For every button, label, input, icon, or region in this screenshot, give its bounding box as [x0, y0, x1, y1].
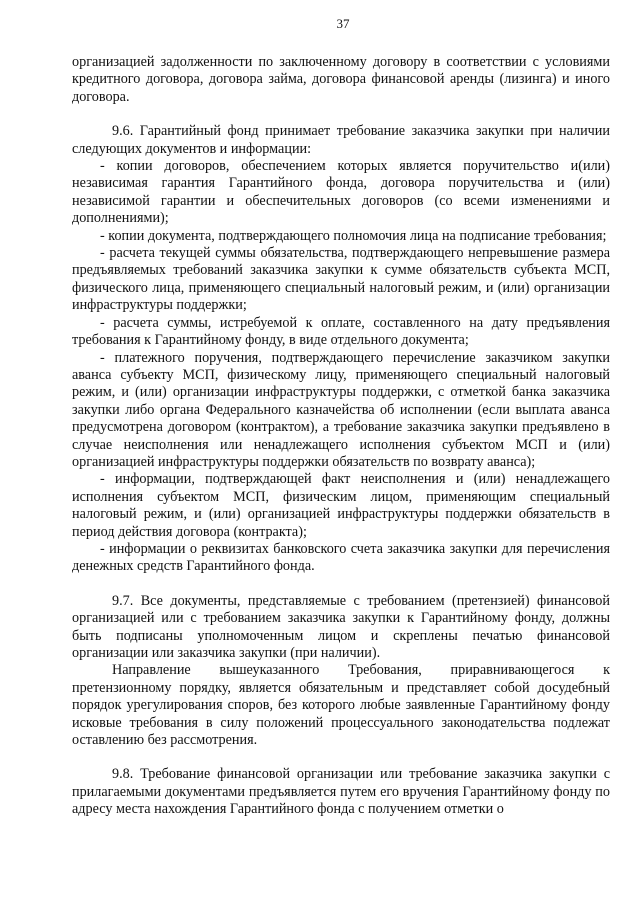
spacer [72, 106, 610, 123]
paragraph-9-8: 9.8. Требование финансовой организации или требование заказчика закупки с прилагаемыми документами предъявляется путем его вручения Гарантийному фонду по адресу места нахождения Гарантийного фонда с получением отметки о [72, 766, 610, 818]
spacer [72, 576, 610, 593]
list-item-bank-details: - информации о реквизитах банковского счета заказчика закупки для перечисления денежных средств Гарантийного фонда. [72, 540, 610, 575]
list-item-default-information: - информации, подтверждающей факт неисполнения и (или) ненадлежащего исполнения субъектом МСП, физическим лицом, применяющим специальный налоговый режим, и (или) организацией инфраструктуры поддержки обязательств в период действия договора (контракта); [72, 471, 610, 540]
page-number: 37 [336, 16, 350, 31]
list-item-payment-order: - платежного поручения, подтверждающего перечисление заказчиком закупки аванса субъекту МСП, физическому лицу, применяющего специальный налоговый режим, и (или) организации инфраструктуры поддержки, с отметкой банка заказчика закупки либо органа Федерального казначейства об исполнении (если выплата аванса предусмотрена договором (контрактом), а требование заказчика закупки предъявлено в случае неисполнения или ненадлежащего исполнения субъектом МСП и (или) организацией инфраструктуры поддержки обязательств по возврату аванса); [72, 349, 610, 470]
list-item-contract-copies: - копии договоров, обеспечением которых является поручительство и(или) независимая гарантия Гарантийного фонда, договора поручительства и (или) независимой гарантии и обеспечительных договоров (со всеми изменениями и дополнениями); [72, 158, 610, 227]
paragraph-debt-continuation: организацией задолженности по заключенному договору в соответствии с условиями кредитного договора, договора займа, договора финансовой аренды (лизинга) и иного договора. [72, 54, 610, 105]
paragraph-claim-procedure: Направление вышеуказанного Требования, приравнивающегося к претензионному порядку, является обязательным и представляет собой досудебный порядок урегулирования споров, без которого любые заявленные Гарантийному фонду исковые требования в силу положений процессуального законодательства подлежат оставлению без рассмотрения. [72, 662, 610, 749]
spacer [72, 749, 610, 766]
list-item-payment-calculation: - расчета суммы, истребуемой к оплате, составленного на дату предъявления требования к Гарантийному фонду, в виде отдельного документа; [72, 314, 610, 349]
list-item-obligation-calculation: - расчета текущей суммы обязательства, подтверждающего непревышение размера предъявляемых требований заказчика закупки к сумме обязательств субъекта МСП, физического лица, применяющего специальный налоговый режим, и (или) организации инфраструктуры поддержки; [72, 245, 610, 314]
list-item-authority-document: - копии документа, подтверждающего полномочия лица на подписание требования; [100, 227, 607, 244]
paragraph-9-6-intro: 9.6. Гарантийный фонд принимает требование заказчика закупки при наличии следующих документов и информации: [72, 123, 610, 157]
paragraph-9-7: 9.7. Все документы, представляемые с требованием (претензией) финансовой организацией или с требованием заказчика закупки к Гарантийному фонду, должны быть подписаны уполномоченным лицом и скреплены печатью финансовой организации или заказчика закупки (при наличии). [72, 592, 610, 661]
